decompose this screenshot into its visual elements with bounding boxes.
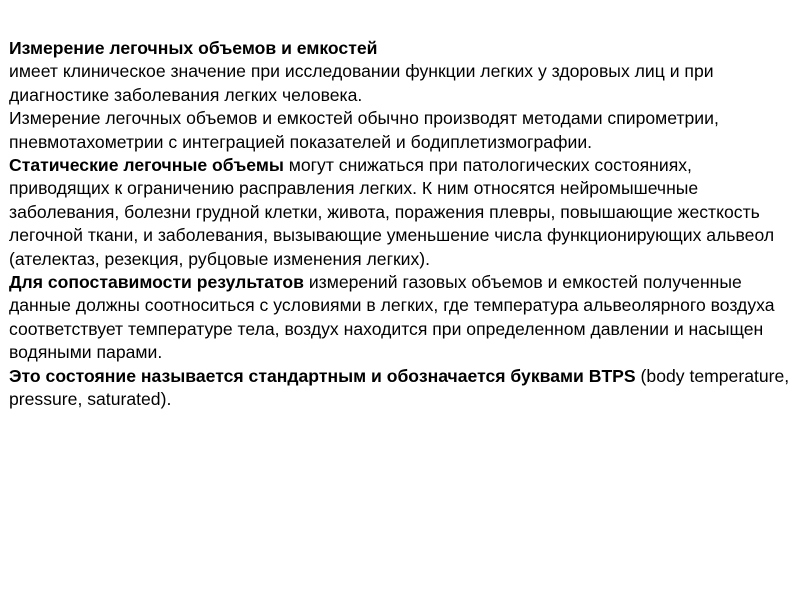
paragraph-btps — [9, 365, 794, 412]
static-volumes-text: могут снижаться при патологических состояниях, приводящих к ограничению расправления легких. К ним относятся нейромышечные заболевания, болезни грудной клетки, живота, поражения плевры, повышающие жесткость легочной ткани, и заболевания, вызывающие уменьшение числа функционирующих альвеол (ателектаз, резекция, рубцовые изменения легких). — [9, 155, 775, 269]
btps-text: (body temperature, pressure, saturated). — [9, 365, 790, 410]
comparability-term: Для сопоставимости результатов — [9, 272, 304, 293]
slide-text-block — [9, 37, 794, 412]
paragraph-clinical-significance: имеет клиническое значение при исследовании функции легких у здоровых лиц и при диагностике заболевания легких человека. — [9, 61, 714, 105]
paragraph-measurement-methods: Измерение легочных объемов и емкостей обычно производят методами спирометрии, пневмотахометрии с интеграцией показателей и бодиплетизмографии. — [9, 108, 719, 152]
comparability-text: измерений газовых объемов и емкостей полученные данные должны соотноситься с условиями в легких, где температура альвеолярного воздуха соответствует температуре тела, воздух находится при определенном давлении и насыщен водяными парами. — [9, 272, 775, 363]
static-volumes-term: Статические легочные объемы — [9, 155, 284, 176]
paragraph-comparability — [9, 271, 794, 365]
document-title: Измерение легочных объемов и емкостей — [9, 38, 378, 58]
paragraph-static-volumes — [9, 154, 794, 271]
btps-term: Это состояние называется стандартным и обозначается буквами BTPS — [9, 365, 636, 386]
